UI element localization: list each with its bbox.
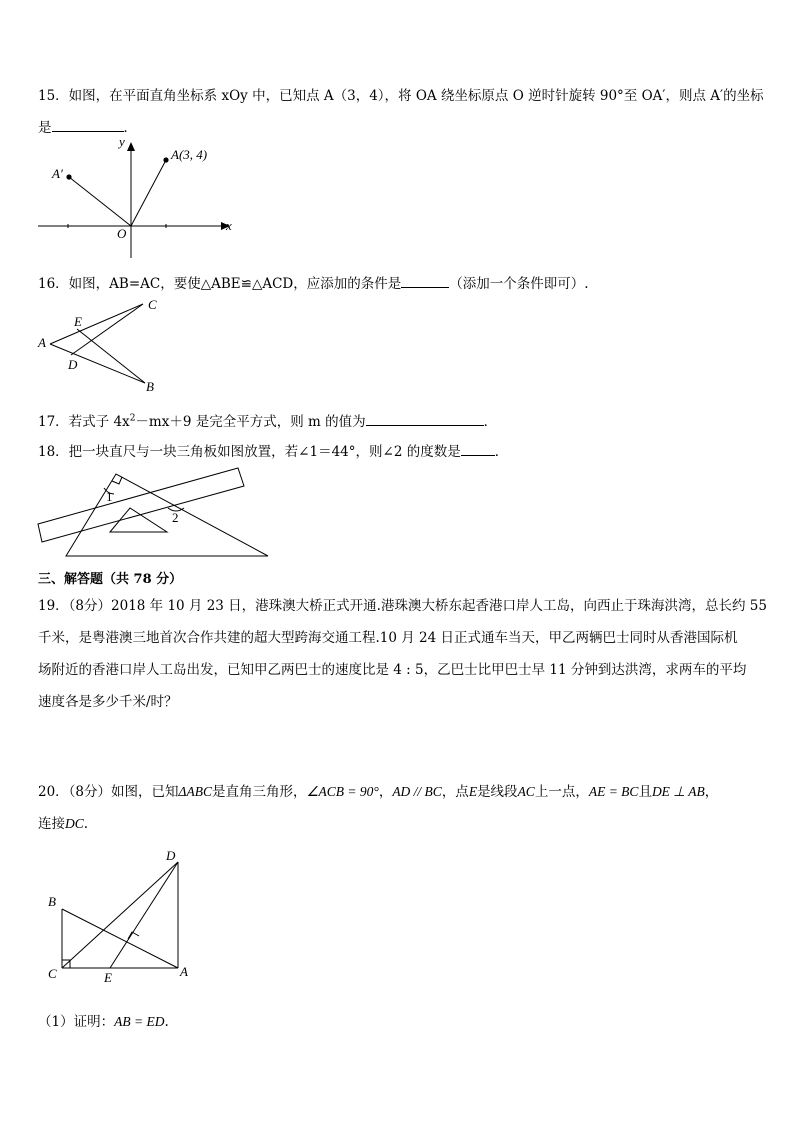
q15-line2: 是 ．	[38, 116, 137, 136]
q18-angle-2-label: 2	[172, 510, 179, 525]
section-3-title: 三、解答题（共 78 分）	[38, 572, 183, 587]
q20-label-e: E	[104, 970, 112, 985]
q19-line2: 千米，是粤港澳三地首次合作共建的超大型跨海交通工程.10 月 24 日正式通车当天，甲乙两辆巴士同时从香港国际机	[38, 630, 738, 646]
q20-line2: 连接DC.	[38, 816, 89, 832]
q16-label-c: C	[148, 297, 157, 312]
q20-sub1: （1）证明：AB = ED.	[38, 1014, 169, 1030]
q15-line1: 15．如图，在平面直角坐标系 xOy 中，已知点 A（3，4），将 OA 绕坐标原点 O 逆时针旋转 90°至 OA′，则点 A′的坐标	[38, 88, 764, 104]
q15-origin-label: O	[117, 226, 127, 241]
q17-line: 17．若式子 $4x^2-mx+9$ 是完全平方式，则 m 的值为 ．	[38, 410, 497, 430]
q19-line3: 场附近的香港口岸人工岛出发，已知甲乙两巴士的速度比是 4 : 5，乙巴士比甲巴士早 11 分钟到达洪湾，求两车的平均	[38, 662, 747, 678]
q18-line: 18．把一块直尺与一块三角板如图放置，若∠1＝44°，则∠2 的度数是 ．	[38, 440, 508, 460]
q15-y-axis-label: y	[119, 134, 125, 149]
q16-label-a: A	[38, 335, 46, 350]
q20-label-d: D	[166, 848, 176, 863]
q16-label-e: E	[74, 314, 82, 329]
q20-label-b: B	[48, 894, 56, 909]
q18-angle-1-label: 1	[106, 489, 113, 504]
q19-line1: 19．（8分）2018 年 10 月 23 日，港珠澳大桥正式开通.港珠澳大桥东起香港口岸人工岛，向西止于珠海洪湾，总长约 55	[38, 598, 767, 614]
q15-x-axis-label: x	[226, 218, 232, 233]
q19-line4: 速度各是多少千米/时？	[38, 694, 178, 710]
q16-label-d: D	[68, 357, 78, 372]
q15-point-a-prime-label: A′	[52, 166, 63, 181]
q20-label-c: C	[48, 966, 57, 981]
q20-label-a: A	[180, 964, 188, 979]
q16-label-b: B	[146, 379, 154, 394]
q20-line1: 20．（8分）如图，已知ΔABC是直角三角形，∠ACB = 90°，AD // BC，点E是线段AC上一点，AE = BC且DE ⊥ AB，	[38, 784, 719, 800]
q16-line: 16．如图，AB=AC，要使△ABE≌△ACD，应添加的条件是 （添加一个条件即可）.	[38, 272, 589, 292]
q15-point-a-label: A(3, 4)	[171, 147, 208, 162]
